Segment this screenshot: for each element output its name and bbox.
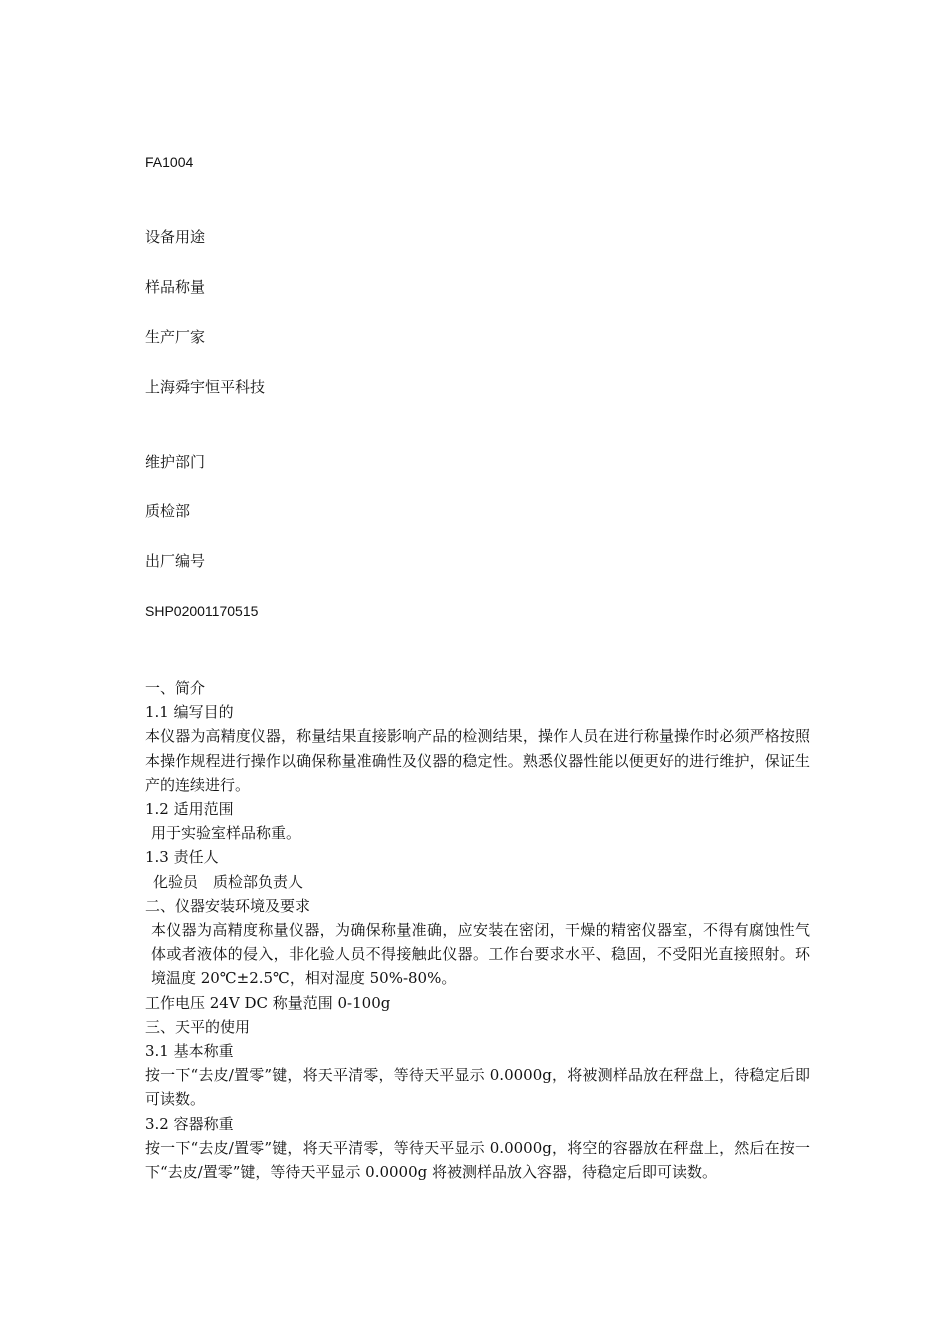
section-1-3-text: 化验员 质检部负责人 (153, 872, 304, 891)
section-3-1-title: 3.1 基本称重 (145, 1042, 234, 1061)
section-2-text: 本仪器为高精度称量仪器，为确保称量准确，应安装在密闭，干燥的精密仪器室，不得有腐蚀性气体或者液体的侵入，非化验人员不得接触此仪器。工作台要求水平、稳固，不受阳光直接照射。环境温度 20℃±2.5℃，相对湿度 50%-80%。 (151, 921, 810, 988)
serial-label: 出厂编号 (145, 552, 206, 570)
section-1-2-text: 用于实验室样品称重。 (151, 824, 302, 843)
section-3-1-text: 按一下“去皮/置零”键，将天平清零，等待天平显示 0.0000g，将被测样品放在秤盘上，待稳定后即可读数。 (145, 1066, 810, 1109)
manufacturer-label: 生产厂家 (145, 328, 206, 346)
manufacturer-value: 上海舜宇恒平科技 (145, 378, 266, 396)
procedure-body (145, 676, 810, 1184)
section-2-title: 二、仪器安装环境及要求 (145, 896, 311, 915)
model-number: FA1004 (145, 154, 194, 170)
maintenance-label: 维护部门 (145, 453, 206, 471)
section-1-3-title: 1.3 责任人 (145, 848, 219, 867)
purpose-label: 设备用途 (145, 228, 206, 246)
section-3-2-title: 3.2 容器称重 (145, 1114, 234, 1133)
section-1-title: 一、简介 (145, 679, 206, 697)
maintenance-value: 质检部 (145, 502, 191, 520)
section-1-1-text: 本仪器为高精度仪器，称量结果直接影响产品的检测结果，操作人员在进行称量操作时必须严格按照本操作规程进行操作以确保称量准确性及仪器的稳定性。熟悉仪器性能以便更好的进行维护，保证生产的连续进行。 (145, 727, 810, 794)
section-2-spec: 工作电压 24V DC 称量范围 0-100g (145, 993, 391, 1012)
section-1-2-title: 1.2 适用范围 (145, 800, 234, 819)
section-3-title: 三、天平的使用 (145, 1017, 251, 1036)
section-3-2-text: 按一下“去皮/置零”键，将天平清零，等待天平显示 0.0000g，将空的容器放在秤盘上，然后在按一下“去皮/置零”键，等待天平显示 0.0000g 将被测样品放入容器，待稳定后即可读数。 (145, 1138, 810, 1182)
section-1-1-title: 1.1 编写目的 (145, 703, 234, 722)
serial-value: SHP02001170515 (145, 603, 259, 619)
purpose-value: 样品称量 (145, 278, 206, 296)
